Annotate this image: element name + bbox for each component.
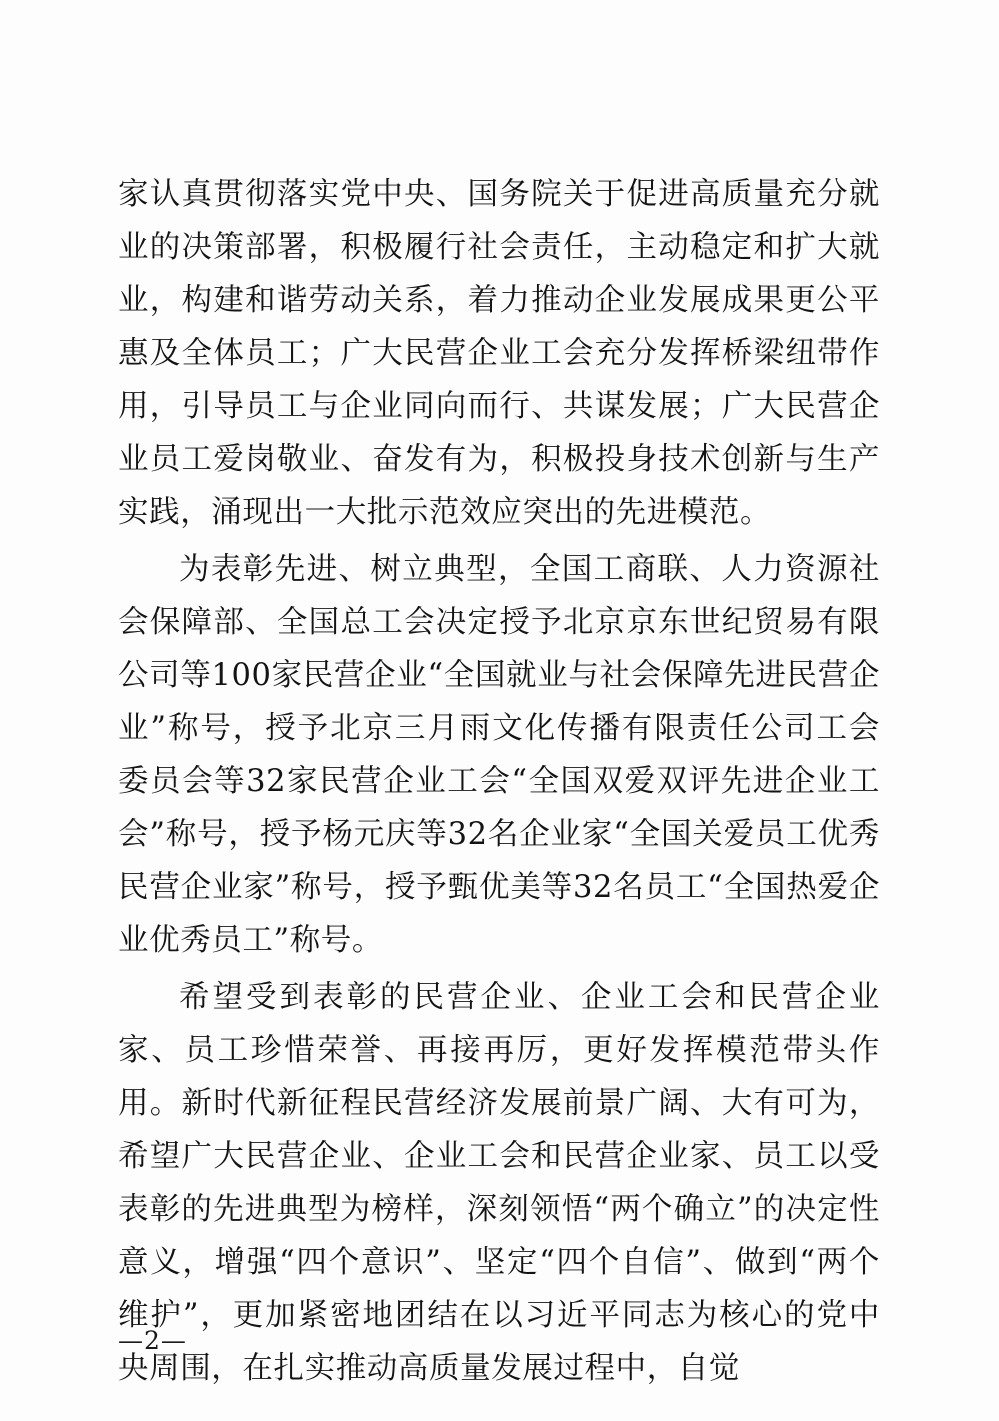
paragraph-expectation: 希望受到表彰的民营企业、企业工会和民营企业家、员工珍惜荣誉、再接再厉，更好发挥模范带头作用。新时代新征程民营经济发展前景广阔、大有可为，希望广大民营企业、企业工会和民营企业家、员工以受表彰的先进典型为榜样，深刻领悟“两个确立”的决定性意义，增强“四个意识”、坚定“四个自信”、做到“两个维护”，更加紧密地团结在以习近平同志为核心的党中央周围，在扎实推动高质量发展过程中，自觉 — [118, 980, 880, 1386]
paragraph-continuation: 家认真贯彻落实党中央、国务院关于促进高质量充分就业的决策部署，积极履行社会责任，主动稳定和扩大就业，构建和谐劳动关系，着力推动企业发展成果更公平惠及全体员工；广大民营企业工会充分发挥桥梁纽带作用，引导员工与企业同向而行、共谋发展；广大民营企业员工爱岗敬业、奋发有为，积极投身技术创新与生产实践，涌现出一大批示范效应突出的先进模范。 — [118, 177, 880, 530]
paragraph-commendation: 为表彰先进、树立典型，全国工商联、人力资源社会保障部、全国总工会决定授予北京京东世纪贸易有限公司等100家民营企业“全国就业与社会保障先进民营企业”称号，授予北京三月雨文化传播有限责任公司工会委员会等32家民营企业工会“全国双爱双评先进企业工会”称号，授予杨元庆等32名企业家“全国关爱员工优秀民营企业家”称号，授予甄优美等32名员工“全国热爱企业优秀员工”称号。 — [118, 552, 880, 958]
page-body — [118, 168, 880, 1399]
page-number: —2— — [118, 1326, 187, 1355]
